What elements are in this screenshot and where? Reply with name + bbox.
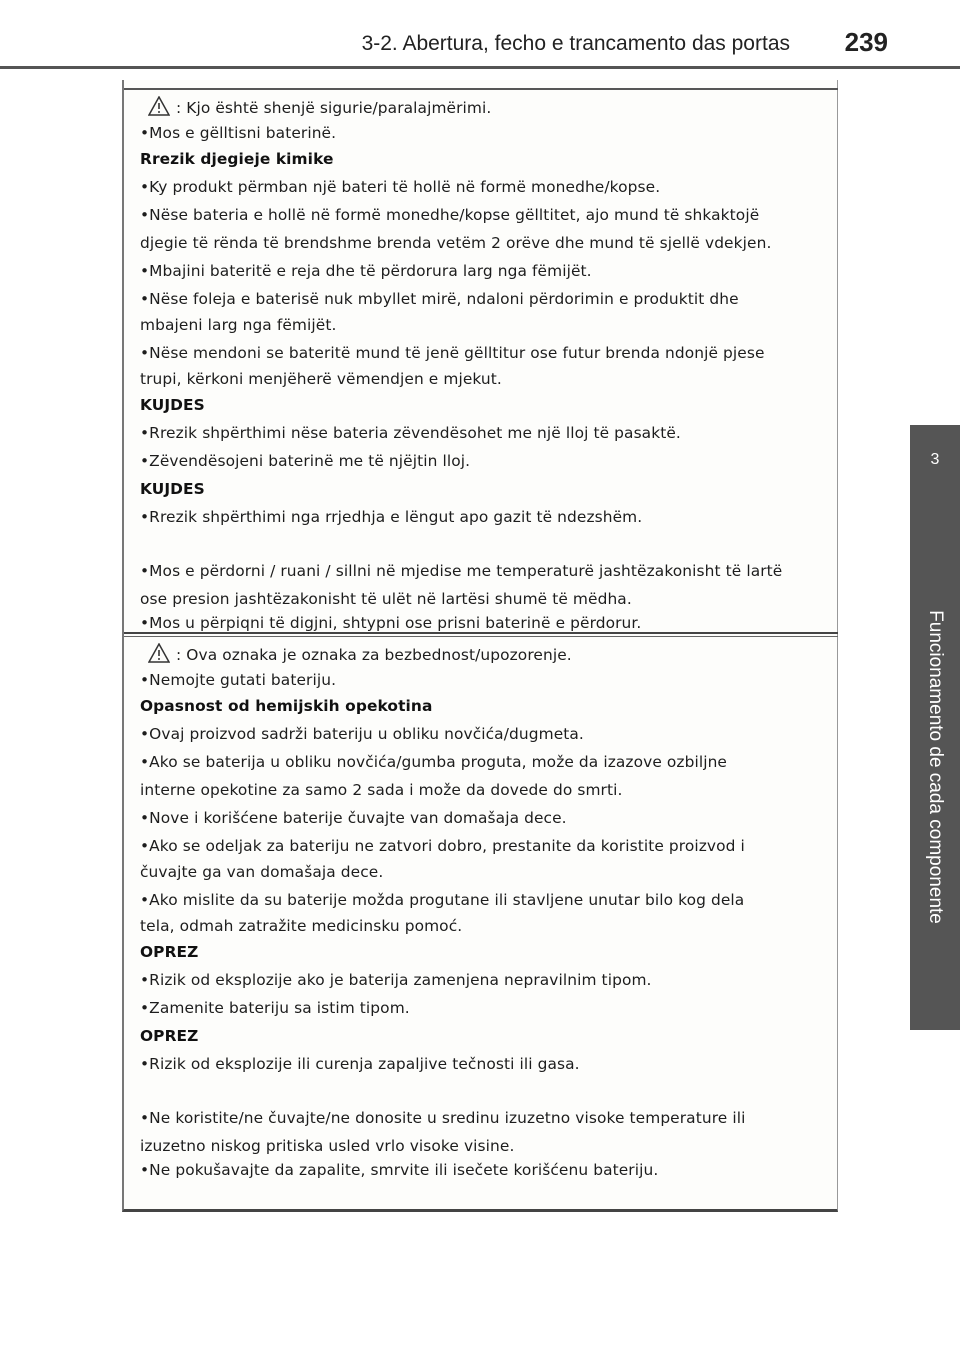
warning-line-text: ose presion jashtëzakonisht të ulët në lartësi shumë të mëdha. xyxy=(140,590,632,608)
section-heading xyxy=(140,943,820,961)
chapter-tab-number: 3 xyxy=(910,425,960,505)
warning-line xyxy=(140,424,820,442)
header-rule xyxy=(0,66,960,69)
warning-line xyxy=(140,1137,820,1155)
warning-line-text: KUJDES xyxy=(140,480,205,498)
section-heading xyxy=(140,480,820,498)
warning-line xyxy=(140,891,820,909)
warning-line xyxy=(140,234,820,252)
warning-line-text: •Rrezik shpërthimi nga rrjedhja e lëngut apo gazit të ndezshëm. xyxy=(140,508,643,526)
warning-line xyxy=(140,206,820,224)
warning-line-text: Rrezik djegieje kimike xyxy=(140,150,334,168)
warning-line-text: •Nove i korišćene baterije čuvajte van domašaja dece. xyxy=(140,809,567,827)
warning-line-text: OPREZ xyxy=(140,943,199,961)
warning-line-text: čuvajte ga van domašaja dece. xyxy=(140,863,384,881)
warning-line xyxy=(140,344,820,362)
warning-line-text: •Ne pokušavajte da zapalite, smrvite ili isečete korišćenu bateriju. xyxy=(140,1161,659,1179)
warning-line xyxy=(140,262,820,280)
warning-line-text: •Ovaj proizvod sadrži bateriju u obliku novčića/dugmeta. xyxy=(140,725,584,743)
warning-line-text: trupi, kërkoni menjëherë vëmendjen e mjekut. xyxy=(140,370,502,388)
warning-line-text: •Mos e gëlltisni baterinë. xyxy=(140,124,337,142)
warning-line xyxy=(140,971,820,989)
warning-line-text: : Ova oznaka je oznaka za bezbednost/upozorenje. xyxy=(176,646,572,664)
warning-line-text: Opasnost od hemijskih opekotina xyxy=(140,697,433,715)
section-heading xyxy=(140,697,820,715)
warning-line-text: mbajeni larg nga fëmijët. xyxy=(140,316,337,334)
warning-line xyxy=(140,809,820,827)
warning-line xyxy=(140,1161,820,1179)
scanned-warning-sheet xyxy=(122,80,838,1212)
warning-line xyxy=(140,452,820,470)
warning-line-text: •Rrezik shpërthimi nëse bateria zëvendësohet me një lloj të pasaktë. xyxy=(140,424,681,442)
warning-line-text: •Zamenite bateriju sa istim tipom. xyxy=(140,999,410,1017)
warning-line xyxy=(140,999,820,1017)
warning-triangle-icon xyxy=(148,96,170,116)
warning-line-text: •Ako mislite da su baterije možda progutane ili stavljene unutar bilo kog dela xyxy=(140,891,745,909)
chapter-tab-title: Funcionamento de cada componente xyxy=(925,610,946,924)
warning-line-text: •Ne koristite/ne čuvajte/ne donosite u sredinu izuzetno visoke temperature ili xyxy=(140,1109,746,1127)
warning-line-text: izuzetno niskog pritiska usled vrlo visoke visine. xyxy=(140,1137,515,1155)
warning-line xyxy=(140,643,820,664)
warning-line-text: •Mos u përpiqni të digjni, shtypni ose prisni baterinë e përdorur. xyxy=(140,614,642,632)
warning-line xyxy=(140,781,820,799)
warning-line-text: interne opekotine za samo 2 sada i može da dovede do smrti. xyxy=(140,781,623,799)
warning-line-text: •Mos e përdorni / ruani / sillni në mjedise me temperaturë jashtëzakonisht të lartë xyxy=(140,562,783,580)
warning-line xyxy=(140,753,820,771)
albanian-warning-panel xyxy=(124,88,838,634)
warning-line xyxy=(140,917,820,935)
warning-line-text: •Rizik od eksplozije ako je baterija zamenjena nepravilnim tipom. xyxy=(140,971,652,989)
warning-line-text: •Zëvendësojeni baterinë me të njëjtin lloj. xyxy=(140,452,471,470)
warning-line-text: tela, odmah zatražite medicinsku pomoć. xyxy=(140,917,463,935)
chapter-tab xyxy=(910,505,960,1030)
warning-line-text: djegie të rënda të brendshme brenda vetëm 2 orëve dhe mund të sjellë vdekjen. xyxy=(140,234,772,252)
warning-line xyxy=(140,178,820,196)
warning-line-text: •Ako se odeljak za bateriju ne zatvori dobro, prestanite da koristite proizvod i xyxy=(140,837,745,855)
warning-line xyxy=(140,370,820,388)
warning-line xyxy=(140,590,820,608)
warning-line xyxy=(140,96,820,117)
warning-line-text: •Nëse mendoni se bateritë mund të jenë gëlltitur ose futur brenda ndonjë pjese xyxy=(140,344,765,362)
warning-line xyxy=(140,124,820,142)
warning-line xyxy=(140,614,820,632)
warning-line xyxy=(140,725,820,743)
section-heading xyxy=(140,1027,820,1045)
warning-line-text: KUJDES xyxy=(140,396,205,414)
warning-line-text: •Nemojte gutati bateriju. xyxy=(140,671,337,689)
serbian-warning-panel xyxy=(124,636,838,1206)
warning-line xyxy=(140,562,820,580)
warning-line-text: •Nëse foleja e baterisë nuk mbyllet mirë, ndaloni përdorimin e produktit dhe xyxy=(140,290,739,308)
warning-line xyxy=(140,671,820,689)
warning-line xyxy=(140,508,820,526)
warning-line xyxy=(140,1109,820,1127)
warning-line xyxy=(140,1055,820,1073)
warning-line-text: •Rizik od eksplozije ili curenja zapaljive tečnosti ili gasa. xyxy=(140,1055,580,1073)
warning-line-text: •Mbajini bateritë e reja dhe të përdorura larg nga fëmijët. xyxy=(140,262,592,280)
warning-line-text: •Ako se baterija u obliku novčića/gumba proguta, može da izazove ozbiljne xyxy=(140,753,727,771)
warning-line-text: •Nëse bateria e hollë në formë monedhe/kopse gëlltitet, ajo mund të shkaktojë xyxy=(140,206,760,224)
section-heading xyxy=(140,396,820,414)
warning-line xyxy=(140,837,820,855)
warning-line-text: OPREZ xyxy=(140,1027,199,1045)
page-number: 239 xyxy=(844,27,888,57)
warning-line xyxy=(140,316,820,334)
warning-line xyxy=(140,863,820,881)
warning-line xyxy=(140,290,820,308)
section-heading xyxy=(140,150,820,168)
warning-line-text: •Ky produkt përmban një bateri të hollë në formë monedhe/kopse. xyxy=(140,178,661,196)
warning-triangle-icon xyxy=(148,643,170,663)
section-title: 3-2. Abertura, fecho e trancamento das portas xyxy=(361,32,790,55)
warning-line-text: : Kjo është shenjë sigurie/paralajmërimi. xyxy=(176,99,492,117)
